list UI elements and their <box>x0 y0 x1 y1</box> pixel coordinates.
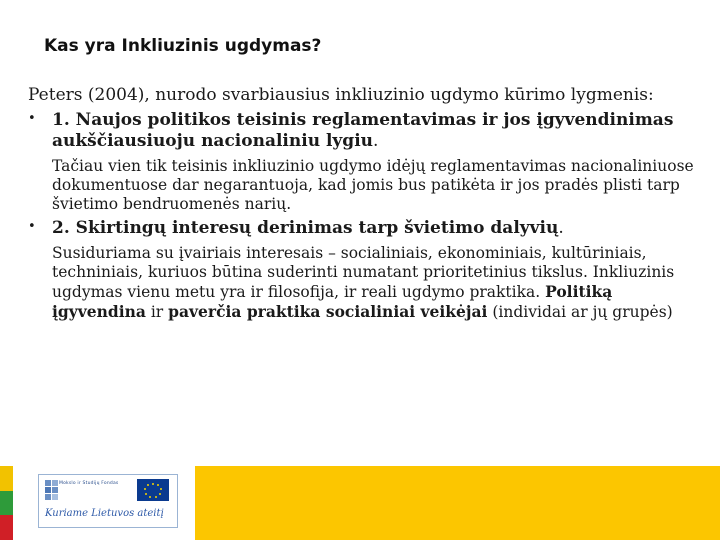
bullet-2-paragraph <box>28 244 696 322</box>
lithuanian-flag-stripes <box>0 466 13 540</box>
bullet-2-paragraph-start: Susiduriama su įvairiais interesais – socialiniais, ekonominiais, kultūriniais, techniniais, kuriuos būtina suderinti numatant prioritetinius tikslus. Inkliuzinis ugdymas vienu metu yra ir filosofija, ir reali ugdymo praktika. <box>52 244 675 301</box>
sponsor-logo <box>38 474 178 528</box>
bullet-2-emphasis-1: Politiką įgyvendina <box>52 282 613 321</box>
bullet-1-heading-text: 1. Naujos politikos teisinis reglamentavimas ir jos įgyvendinimas aukščiausiuoju nacionaliniu lygiu <box>52 110 674 151</box>
slide-title: Kas yra Inkliuzinis ugdymas? <box>44 36 322 56</box>
footer-yellow-band <box>195 466 720 540</box>
bullet-1 <box>28 110 696 152</box>
logo-text: Mokslo ir Studijų Fondas <box>59 481 119 486</box>
bullet-2 <box>28 218 696 239</box>
bullet-1-heading-tail: . <box>373 131 379 151</box>
bullet-2-heading <box>52 218 696 239</box>
stripe-yellow <box>0 466 13 491</box>
bullet-2-emphasis-2: paverčia praktika socialiniai veikėjai <box>168 302 488 321</box>
intro-text: Peters (2004), nurodo svarbiausius inkliuzinio ugdymo kūrimo lygmenis: <box>28 85 654 105</box>
stripe-green <box>0 491 13 516</box>
bullet-2-heading-text: 2. Skirtingų interesų derinimas tarp švietimo dalyvių <box>52 218 559 238</box>
eu-flag-icon <box>137 479 169 501</box>
bullet-2-paragraph-mid: ir <box>145 303 169 321</box>
bullet-2-heading-tail: . <box>558 218 564 238</box>
bullet-dot: • <box>28 111 36 126</box>
slide-content <box>28 84 696 326</box>
stripe-red <box>0 515 13 540</box>
bullet-2-paragraph-end: (individai ar jų grupės) <box>487 303 673 321</box>
slogan-text: Kuriame Lietuvos ateitį <box>45 508 164 519</box>
bullet-1-paragraph: Tačiau vien tik teisinis inkliuzinio ugdymo idėjų reglamentavimas nacionaliniuose dokumentuose dar negarantuoja, kad jomis bus patikėta ir jos pradės plisti tarp švietimo bendruomenės narių. <box>52 157 694 213</box>
bullet-dot: • <box>28 219 36 234</box>
bullet-1-heading <box>52 110 696 152</box>
